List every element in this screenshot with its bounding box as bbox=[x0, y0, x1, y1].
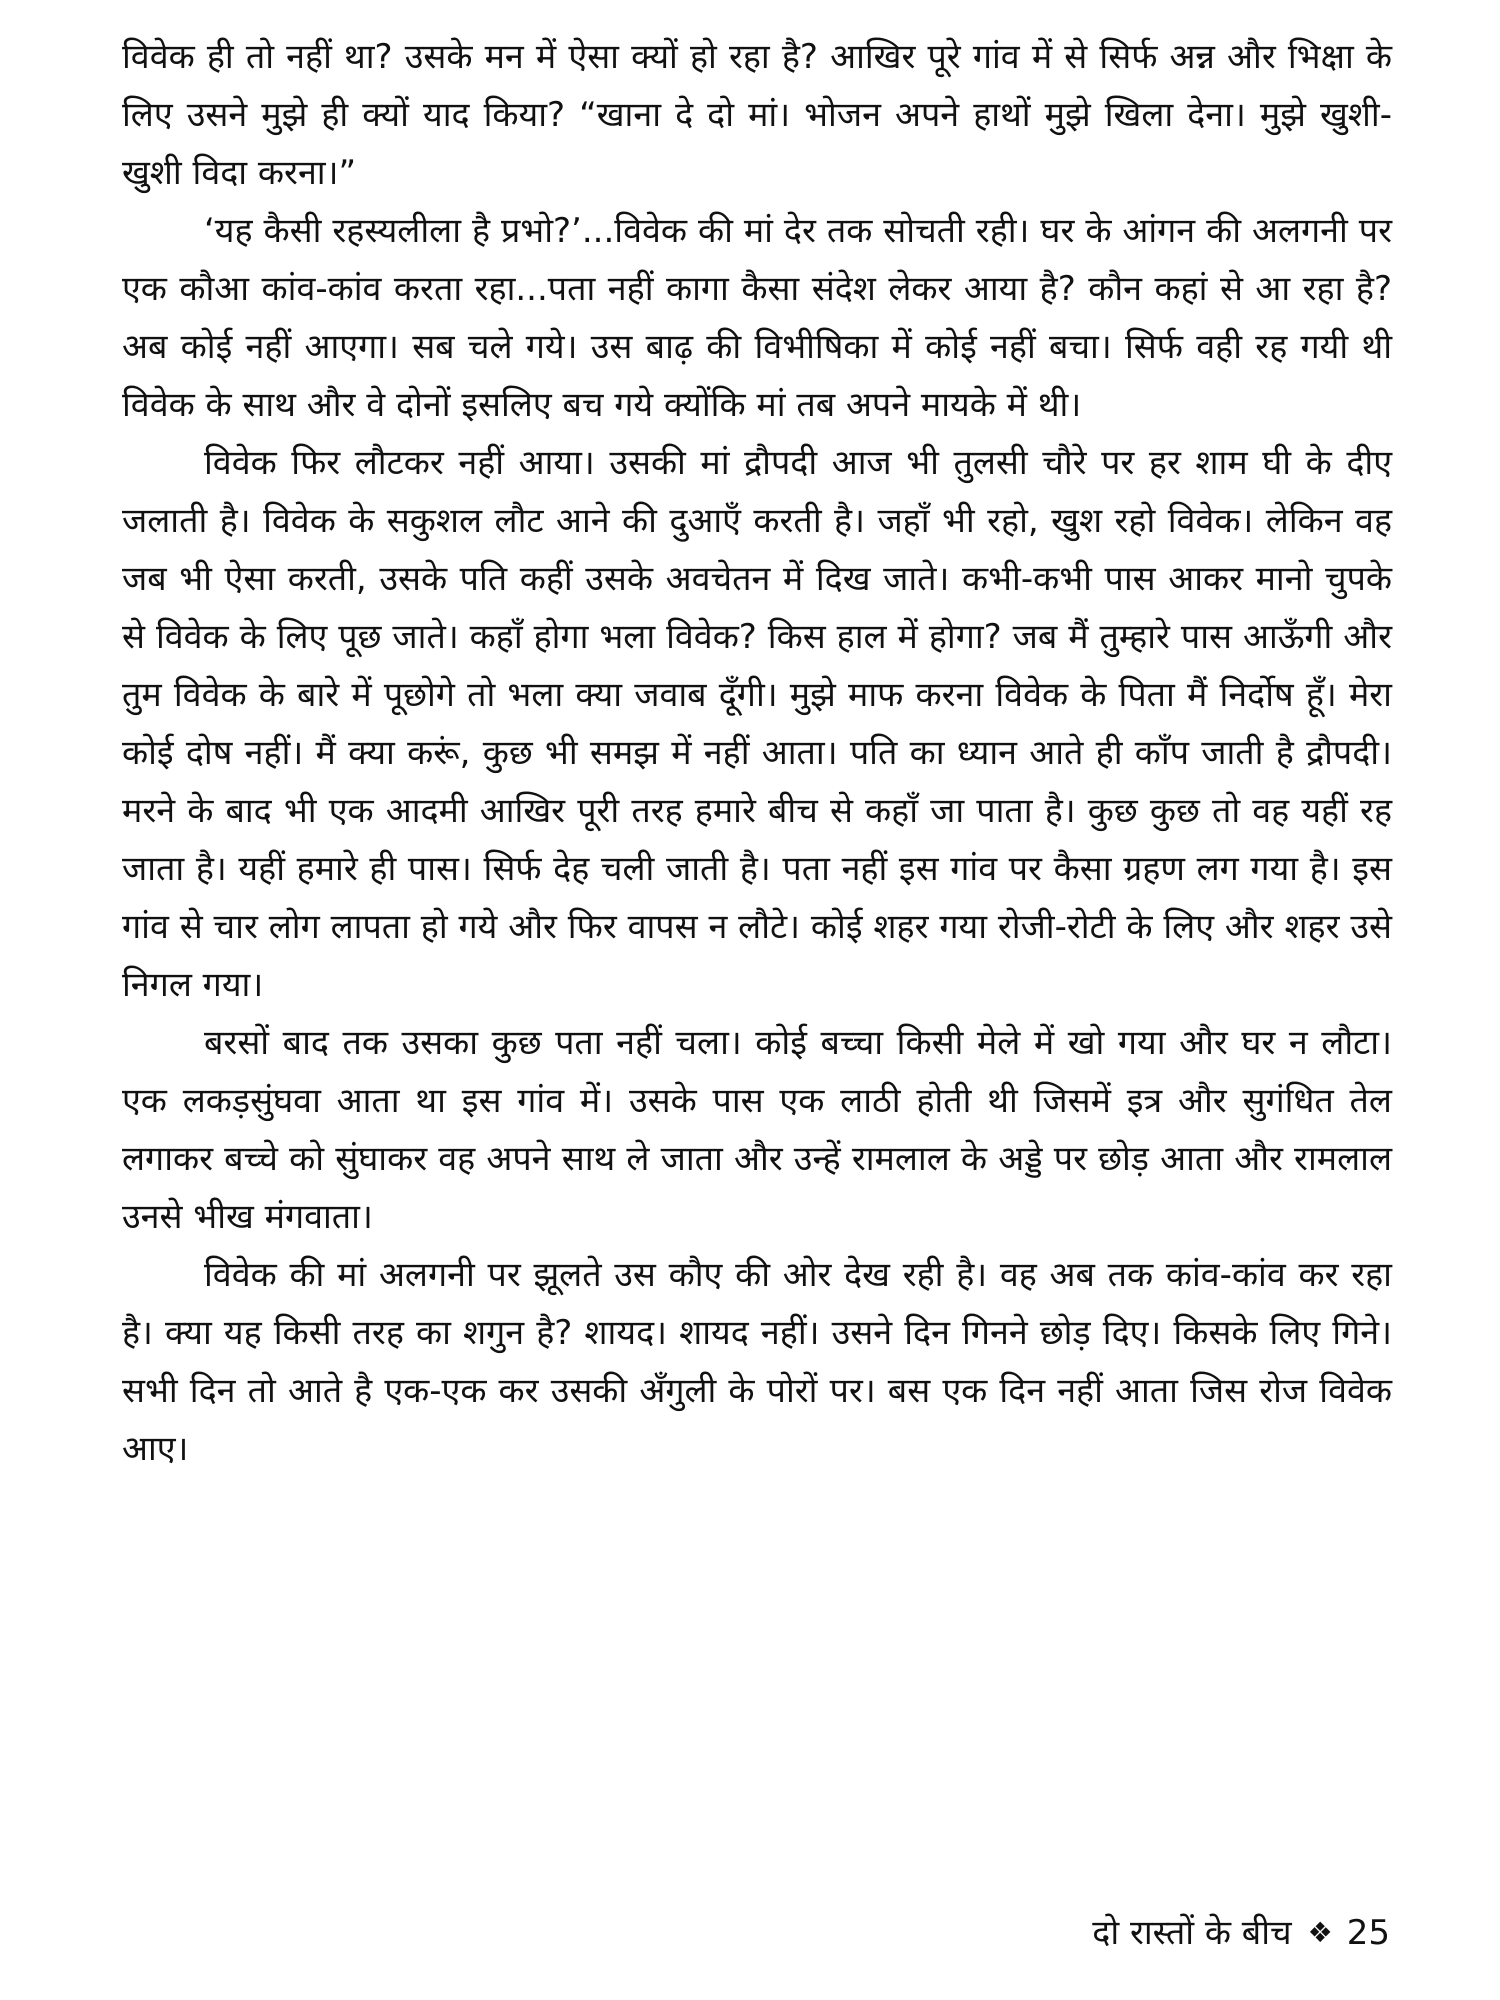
running-title: दो रास्तों के बीच bbox=[1092, 1913, 1292, 1953]
page-footer bbox=[1092, 1908, 1390, 1958]
body-text bbox=[122, 28, 1392, 1478]
page-number: 25 bbox=[1346, 1913, 1390, 1953]
paragraph-5: विवेक की मां अलगनी पर झूलते उस कौए की ओर देख रही है। वह अब तक कांव-कांव कर रहा है। क्या यह किसी तरह का शगुन है? शायद। शायद नहीं। उसने दिन गिनने छोड़ दिए। किसके लिए गिने। सभी दिन तो आते है एक-एक कर उसकी अँगुली के पोरों पर। बस एक दिन नहीं आता जिस रोज विवेक आए। bbox=[122, 1255, 1392, 1469]
paragraph-3: विवेक फिर लौटकर नहीं आया। उसकी मां द्रौपदी आज भी तुलसी चौरे पर हर शाम घी के दीए जलाती है। विवेक के सकुशल लौट आने की दुआएँ करती है। जहाँ भी रहो, खुश रहो विवेक। लेकिन वह जब भी ऐसा करती, उसके पति कहीं उसके अवचेतन में दिख जाते। कभी-कभी पास आकर मानो चुपके से विवेक के लिए पूछ जाते। कहाँ होगा भला विवेक? किस हाल में होगा? जब मैं तुम्हारे पास आऊँगी और तुम विवेक के बारे में पूछोगे तो भला क्या जवाब दूँगी। मुझे माफ करना विवेक के पिता मैं निर्दोष हूँ। मेरा कोई दोष नहीं। मैं क्या करूं, कुछ भी समझ में नहीं आता। पति का ध्यान आते ही काँप जाती है द्रौपदी। मरने के बाद भी एक आदमी आखिर पूरी तरह हमारे बीच से कहाँ जा पाता है। कुछ कुछ तो वह यहीं रह जाता है। यहीं हमारे ही पास। सिर्फ देह चली जाती है। पता नहीं इस गांव पर कैसा ग्रहण लग गया है। इस गांव से चार लोग लापता हो गये और फिर वापस न लौटे। कोई शहर गया रोजी-रोटी के लिए और शहर उसे निगल गया। bbox=[122, 443, 1392, 1005]
paragraph-1: विवेक ही तो नहीं था? उसके मन में ऐसा क्यों हो रहा है? आखिर पूरे गांव में से सिर्फ अन्न और भिक्षा के लिए उसने मुझे ही क्यों याद किया? “खाना दे दो मां। भोजन अपने हाथों मुझे खिला देना। मुझे खुशी-खुशी विदा करना।” bbox=[122, 37, 1392, 193]
ornament-icon: ❖ bbox=[1307, 1916, 1333, 1949]
paragraph-4: बरसों बाद तक उसका कुछ पता नहीं चला। कोई बच्चा किसी मेले में खो गया और घर न लौटा। एक लकड़सुंघवा आता था इस गांव में। उसके पास एक लाठी होती थी जिसमें इत्र और सुगंधित तेल लगाकर बच्चे को सुंघाकर वह अपने साथ ले जाता और उन्हें रामलाल के अड्डे पर छोड़ आता और रामलाल उनसे भीख मंगवाता। bbox=[122, 1023, 1392, 1237]
paragraph-2: ‘यह कैसी रहस्यलीला है प्रभो?’...विवेक की मां देर तक सोचती रही। घर के आंगन की अलगनी पर एक कौआ कांव-कांव करता रहा...पता नहीं कागा कैसा संदेश लेकर आया है? कौन कहां से आ रहा है? अब कोई नहीं आएगा। सब चले गये। उस बाढ़ की विभीषिका में कोई नहीं बचा। सिर्फ वही रह गयी थी विवेक के साथ और वे दोनों इसलिए बच गये क्योंकि मां तब अपने मायके में थी। bbox=[122, 211, 1392, 425]
